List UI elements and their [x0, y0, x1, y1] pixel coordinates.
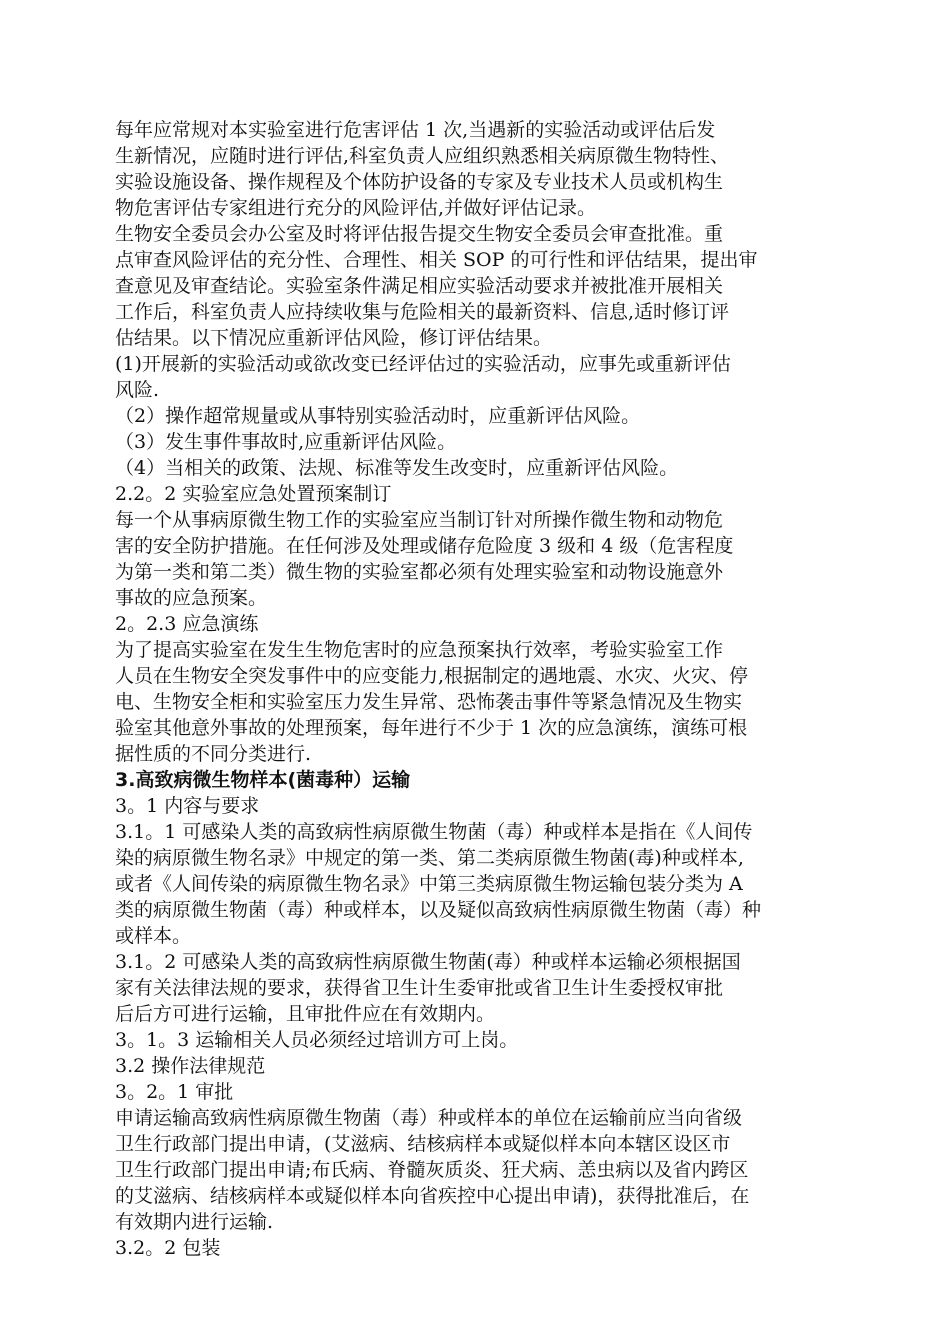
text-line: 风险. — [115, 379, 160, 401]
text-line: （2）操作超常规量或从事特别实验活动时，应重新评估风险。 — [115, 405, 641, 427]
text-line: （4）当相关的政策、法规、标准等发生改变时，应重新评估风险。 — [115, 457, 679, 479]
text-line: 3.1。1 可感染人类的高致病性病原微生物菌（毒）种或样本是指在《人间传 — [115, 821, 753, 843]
text-line: 事故的应急预案。 — [115, 587, 268, 609]
text-line: 有效期内进行运输. — [115, 1211, 274, 1233]
section-title: 3。2。1 审批 — [115, 1081, 234, 1103]
text-line: 或者《人间传染的病原微生物名录》中第三类病原微生物运输包装分类为 A — [115, 873, 743, 895]
section-title: 2.2。2 实验室应急处置预案制订 — [115, 483, 392, 505]
text-line: 查意见及审查结论。实验室条件满足相应实验活动要求并被批准开展相关 — [115, 275, 724, 297]
text-line: 害的安全防护措施。在任何涉及处理或储存危险度 3 级和 4 级（危害程度 — [115, 535, 734, 557]
text-line: 的艾滋病、结核病样本或疑似样本向省疾控中心提出申请)，获得批准后，在 — [115, 1185, 750, 1207]
text-line: 电、生物安全柜和实验室压力发生异常、恐怖袭击事件等紧急情况及生物实 — [115, 691, 743, 713]
text-line: (1)开展新的实验活动或欲改变已经评估过的实验活动，应事先或重新评估 — [115, 353, 731, 375]
text-line: 生物安全委员会办公室及时将评估报告提交生物安全委员会审查批准。重 — [115, 223, 724, 245]
section-title: 3。1 内容与要求 — [115, 795, 260, 817]
text-line: 申请运输高致病性病原微生物菌（毒）种或样本的单位在运输前应当向省级 — [115, 1107, 743, 1129]
text-line: 据性质的不同分类进行. — [115, 743, 312, 765]
document-page — [115, 117, 839, 1261]
text-line: 为了提高实验室在发生生物危害时的应急预案执行效率，考验实验室工作 — [115, 639, 724, 661]
text-line: 类的病原微生物菌（毒）种或样本，以及疑似高致病性病原微生物菌（毒）种 — [115, 899, 762, 921]
paragraph-block-2 — [115, 793, 839, 1261]
text-line: 物危害评估专家组进行充分的风险评估,并做好评估记录。 — [115, 197, 597, 219]
text-line: 每年应常规对本实验室进行危害评估 1 次,当遇新的实验活动或评估后发 — [115, 119, 716, 141]
text-line: 3.1。2 可感染人类的高致病性病原微生物菌(毒）种或样本运输必须根据国 — [115, 951, 741, 973]
section-title: 3.2。2 包装 — [115, 1237, 221, 1259]
section-title: 2。2.3 应急演练 — [115, 613, 259, 635]
text-line: 染的病原微生物名录》中规定的第一类、第二类病原微生物菌(毒)种或样本, — [115, 847, 744, 869]
text-line: 验室其他意外事故的处理预案，每年进行不少于 1 次的应急演练，演练可根 — [115, 717, 748, 739]
text-line: 每一个从事病原微生物工作的实验室应当制订针对所操作微生物和动物危 — [115, 509, 724, 531]
text-line: 生新情况，应随时进行评估,科室负责人应组织熟悉相关病原微生物特性、 — [115, 145, 730, 167]
text-line: 人员在生物安全突发事件中的应变能力,根据制定的遇地震、水灾、火灾、停 — [115, 665, 749, 687]
section-heading: 3.高致病微生物样本(菌毒种）运输 — [115, 769, 411, 791]
text-line: 为第一类和第二类）微生物的实验室都必须有处理实验室和动物设施意外 — [115, 561, 724, 583]
text-line: （3）发生事件事故时,应重新评估风险。 — [115, 431, 457, 453]
text-line: 后后方可进行运输，且审批件应在有效期内。 — [115, 1003, 496, 1025]
text-line: 估结果。以下情况应重新评估风险，修订评估结果。 — [115, 327, 553, 349]
text-line: 卫生行政部门提出申请，(艾滋病、结核病样本或疑似样本向本辖区设区市 — [115, 1133, 731, 1155]
text-line: 家有关法律法规的要求，获得省卫生计生委审批或省卫生计生委授权审批 — [115, 977, 724, 999]
text-line: 卫生行政部门提出申请;布氏病、脊髓灰质炎、狂犬病、恙虫病以及省内跨区 — [115, 1159, 749, 1181]
text-line: 点审查风险评估的充分性、合理性、相关 SOP 的可行性和评估结果，提出审 — [115, 249, 758, 271]
section-title: 3.2 操作法律规范 — [115, 1055, 266, 1077]
text-line: 实验设施设备、操作规程及个体防护设备的专家及专业技术人员或机构生 — [115, 171, 724, 193]
text-line: 或样本。 — [115, 925, 192, 947]
paragraph-block-1 — [115, 117, 839, 767]
text-line: 工作后，科室负责人应持续收集与危险相关的最新资料、信息,适时修订评 — [115, 301, 730, 323]
text-line: 3。1。3 运输相关人员必须经过培训方可上岗。 — [115, 1029, 519, 1051]
